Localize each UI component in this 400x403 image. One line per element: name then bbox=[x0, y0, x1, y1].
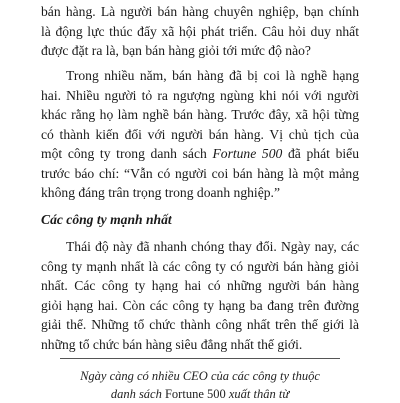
text-line: là động lực thúc đẩy xã hội phát triển. Câu hỏi duy nhất bbox=[41, 23, 359, 39]
text-line bbox=[41, 144, 359, 164]
text-line: Trong nhiều năm, bán hàng đã bị coi là nghề hạng bbox=[66, 68, 359, 83]
text-line: được đặt ra là, bạn bán hàng giỏi tới mức độ nào? bbox=[41, 43, 311, 58]
text-line: khác rằng họ làm nghề bán hàng. Trước đây, xã hội từng bbox=[41, 107, 359, 122]
paragraph-continuation bbox=[41, 2, 359, 61]
text-line: bán hàng. Là người bán hàng chuyên nghiệp, bạn chính bbox=[41, 4, 359, 19]
pull-quote-line bbox=[41, 385, 359, 403]
text-line: những tổ chức bán hàng siêu đẳng nhất thế giới. bbox=[41, 336, 303, 352]
text-line: giỏi hạng hai. Còn các công ty hạng ba đang trên đường bbox=[41, 297, 359, 313]
pull-quote-line: Ngày càng có nhiều CEO của các công ty thuộc bbox=[80, 369, 320, 383]
paragraph-strongest-companies bbox=[41, 237, 359, 354]
text-line: nhất. Các công ty hạng hai có những người bán hàng bbox=[41, 278, 359, 293]
text-line: công ty mạnh nhất là các công ty có người bán hàng giỏi bbox=[41, 258, 359, 274]
text-line: Thái độ này đã nhanh chóng thay đổi. Ngày nay, các bbox=[66, 239, 359, 254]
text-fragment: đã phát biểu bbox=[282, 146, 359, 161]
text-line: không đáng trân trọng trong doanh nghiệp.” bbox=[41, 185, 280, 200]
text-fragment: một công ty trong danh sách bbox=[41, 146, 213, 161]
section-heading: Các công ty mạnh nhất bbox=[41, 212, 172, 227]
fortune-500-italic: Fortune 500 bbox=[212, 146, 283, 161]
text-fragment: xuất thân từ bbox=[225, 387, 290, 401]
text-line: trước báo chí: “Vẫn có người coi bán hàng là một mảng bbox=[41, 165, 359, 181]
text-line: có thành kiến đối với người bán hàng. Vị chủ tịch của bbox=[41, 126, 359, 142]
text-line: hai. Nhiều người tỏ ra ngượng ngùng khi nói với người bbox=[41, 87, 359, 103]
fortune-500-upright: Fortune 500 bbox=[164, 387, 226, 401]
pull-quote-divider bbox=[60, 358, 340, 359]
text-line: giải thể. Những tổ chức thành công nhất trên thế giới là bbox=[41, 317, 359, 332]
text-fragment: danh sách bbox=[110, 387, 165, 401]
paragraph-selling-reputation bbox=[41, 66, 359, 203]
pull-quote bbox=[41, 367, 359, 403]
